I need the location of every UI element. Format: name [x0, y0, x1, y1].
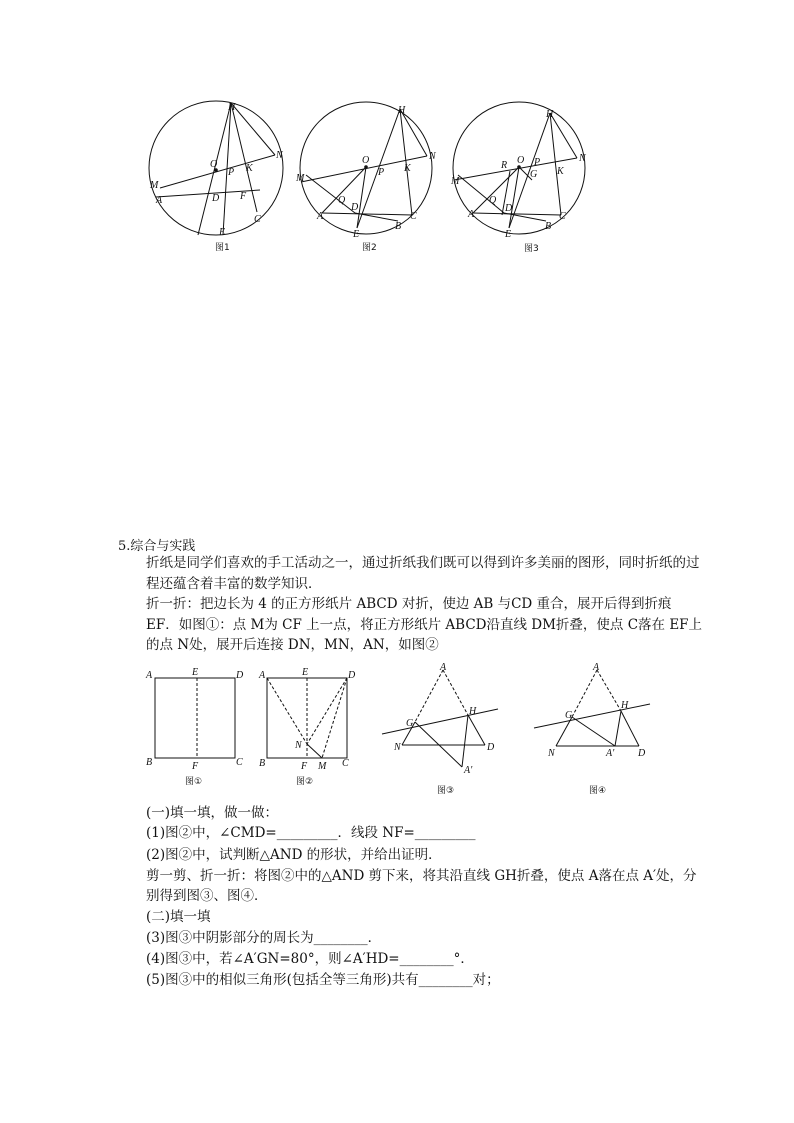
figc-label: H — [469, 706, 477, 717]
fig3-label: R — [501, 160, 508, 171]
sub-question-2: (2)图②中，试判断△AND 的形状，并给出证明． — [146, 847, 442, 863]
fig3-label: H — [546, 109, 554, 120]
figd-label: A' — [606, 748, 615, 759]
fold-figures — [140, 660, 660, 800]
fig2-label: O — [362, 155, 370, 166]
fig1-label: N — [276, 150, 283, 161]
figc-label: G — [406, 718, 414, 729]
fig2-caption: 图2 — [362, 243, 377, 253]
part1-title: (一)填一填，做一做： — [146, 805, 279, 821]
fig2-label: K — [404, 163, 411, 174]
figa-caption: 图① — [185, 777, 203, 787]
fig2-label: A — [317, 211, 324, 222]
figure-square-1 — [145, 667, 244, 787]
fig2-label: E — [353, 229, 360, 240]
fig2-label: M — [296, 173, 305, 184]
fig3-label: E — [505, 229, 512, 240]
figb-caption: 图② — [296, 777, 314, 787]
figure-triangle-4 — [534, 662, 650, 796]
figd-label: H — [621, 700, 629, 711]
figc-label: A — [440, 662, 447, 673]
sub-question-5: (5)图③中的相似三角形(包括全等三角形)共有________对； — [146, 972, 500, 988]
fig3-label: Q — [489, 195, 497, 206]
figb-label: M — [318, 761, 327, 772]
figure-square-2 — [258, 667, 356, 787]
question-title: 5.综合与实践 — [118, 539, 196, 554]
figa-label: F — [192, 761, 199, 772]
fig2-label: H — [398, 105, 406, 116]
sub-question-4: (4)图③中，若∠A′GN=80°，则∠A′HD=________°． — [146, 951, 474, 967]
figb-label: A — [259, 670, 266, 681]
sub-question-3: (3)图③中阴影部分的周长为________． — [146, 930, 382, 946]
fig3-label: C — [559, 211, 566, 222]
fig1-label: M — [150, 180, 159, 191]
fig1-label: H — [228, 102, 236, 113]
figd-label: N — [548, 748, 555, 759]
fig1-label: F — [240, 191, 247, 202]
figc-label: N — [394, 742, 401, 753]
cut-paragraph: 剪一剪、折一折：将图②中的△AND 剪下来，将其沿直线 GH折叠，使点 A落在点 A′处，分别得到图③、图④． — [146, 868, 697, 904]
figd-caption: 图④ — [589, 786, 607, 796]
figa-label: C — [236, 757, 243, 768]
figa-label: D — [236, 670, 244, 681]
fig1-caption: 图1 — [215, 243, 230, 253]
fig3-label: G — [530, 169, 538, 180]
fig3-label: B — [545, 221, 552, 232]
fig3-label: N — [579, 153, 586, 164]
figb-label: E — [302, 667, 309, 678]
fold-paragraph: 折一折：把边长为 4 的正方形纸片 ABCD 对折，使边 AB 与CD 重合，展开后得到折痕 EF．如图①：点 M为 CF 上一点，将正方形纸片 ABCD沿直线 DM折叠，使点 C落在 EF上的点 N处，展开后连接 DN，MN，AN，如图② — [146, 596, 703, 653]
sub-question-1: (1)图②中，∠CMD=_________．线段 NF=_________ — [146, 825, 476, 841]
figure-2 — [295, 102, 437, 253]
fig1-label: K — [246, 163, 253, 174]
fig3-label: P — [534, 157, 541, 168]
fig2-label: B — [395, 221, 402, 232]
fig3-label: D — [505, 203, 513, 214]
top-figures — [140, 95, 600, 260]
figa-label: E — [192, 667, 199, 678]
part2-title: (二)填一填 — [146, 909, 211, 925]
figb-label: B — [259, 758, 266, 769]
fig3-label: A — [468, 209, 475, 220]
figa-label: B — [146, 757, 153, 768]
figc-caption: 图③ — [437, 786, 455, 796]
figb-label: D — [348, 670, 356, 681]
fig2-label: C — [410, 211, 417, 222]
figd-label: G — [565, 710, 573, 721]
fig2-label: N — [429, 151, 436, 162]
figd-label: D — [638, 748, 646, 759]
figd-label: A — [593, 662, 600, 673]
fig3-caption: 图3 — [524, 244, 539, 254]
fig1-label: A — [156, 195, 163, 206]
figb-label: C — [342, 758, 349, 769]
fig1-label: E — [219, 227, 226, 238]
figc-label: A' — [464, 765, 473, 776]
fig1-label: P — [228, 167, 235, 178]
figure-1 — [149, 101, 284, 253]
fig1-label: C — [254, 214, 261, 225]
figb-label: N — [295, 740, 302, 751]
figure-3 — [450, 102, 587, 254]
fig1-label: O — [210, 159, 218, 170]
intro-paragraph: 折纸是同学们喜欢的手工活动之一，通过折纸我们既可以得到许多美丽的图形，同时折纸的过程还蕴含着丰富的数学知识． — [146, 555, 700, 592]
fig3-label: K — [557, 166, 564, 177]
figb-label: F — [301, 761, 308, 772]
figc-label: D — [487, 742, 495, 753]
fig2-label: P — [378, 167, 385, 178]
fig2-label: Q — [338, 195, 346, 206]
fig3-label: M — [451, 176, 460, 187]
figure-triangle-3 — [382, 662, 498, 796]
fig3-label: O — [517, 155, 525, 166]
fig1-label: D — [212, 193, 220, 204]
figa-label: A — [146, 670, 153, 681]
fig2-label: D — [351, 202, 359, 213]
